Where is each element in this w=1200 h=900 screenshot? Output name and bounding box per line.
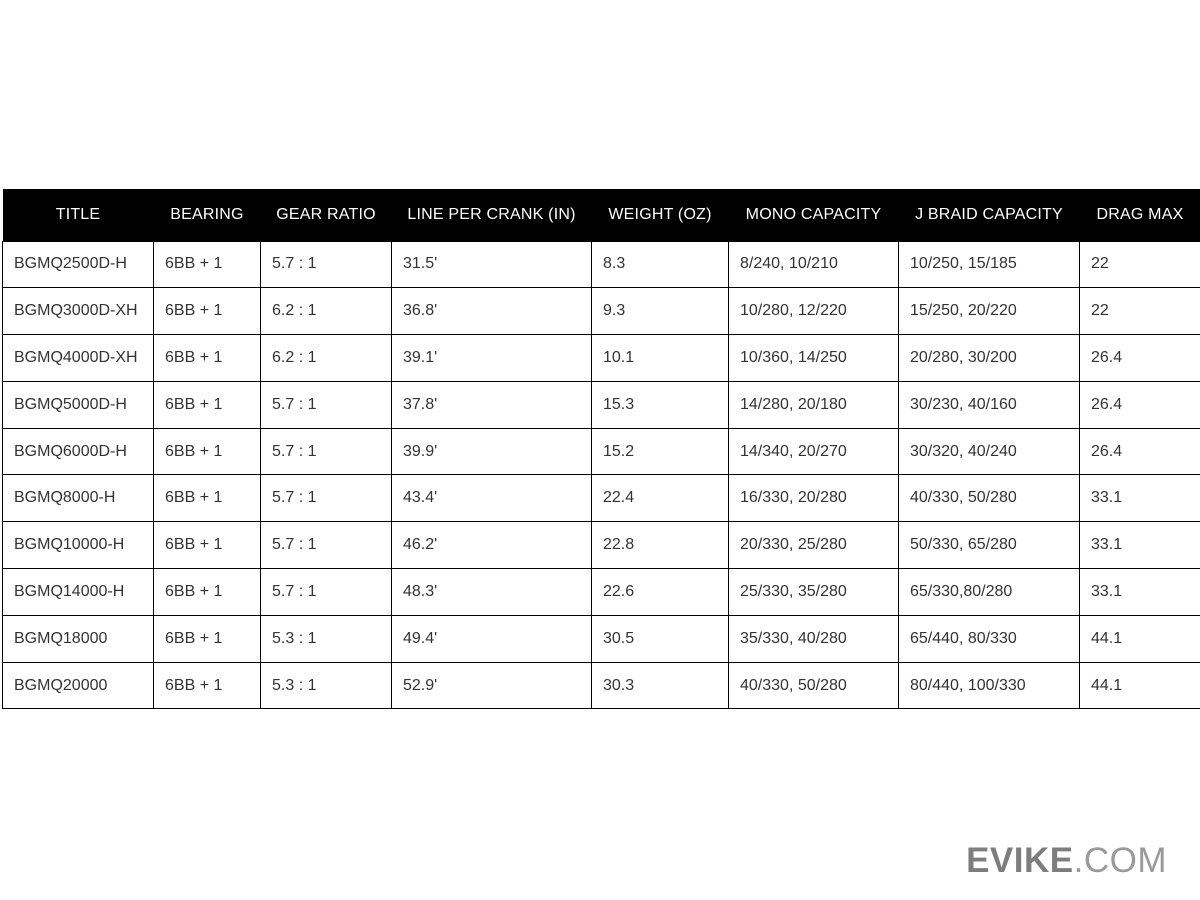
cell-bearing: 6BB + 1 [154, 662, 261, 709]
cell-drag-max: 44.1 [1080, 615, 1200, 662]
cell-mono-capacity: 16/330, 20/280 [729, 475, 899, 522]
cell-weight: 22.4 [592, 475, 729, 522]
cell-bearing: 6BB + 1 [154, 241, 261, 288]
header-braid-capacity: J BRAID CAPACITY [915, 205, 1063, 223]
cell-mono-capacity: 25/330, 35/280 [729, 569, 899, 616]
cell-line-per-crank: 39.1' [392, 335, 592, 382]
cell-line-per-crank: 31.5' [392, 241, 592, 288]
cell-gear-ratio: 5.7 : 1 [261, 381, 392, 428]
cell-gear-ratio: 6.2 : 1 [261, 288, 392, 335]
cell-braid-capacity: 65/330,80/280 [899, 569, 1080, 616]
cell-weight: 10.1 [592, 335, 729, 382]
cell-line-per-crank: 37.8' [392, 381, 592, 428]
header-gear-ratio: GEAR RATIO [276, 205, 376, 223]
cell-title: BGMQ3000D-XH [3, 288, 154, 335]
cell-weight: 8.3 [592, 241, 729, 288]
cell-weight: 22.8 [592, 522, 729, 569]
cell-weight: 30.3 [592, 662, 729, 709]
table-row [3, 381, 1200, 428]
spec-table-body [3, 241, 1200, 709]
cell-mono-capacity: 40/330, 50/280 [729, 662, 899, 709]
cell-mono-capacity: 14/280, 20/180 [729, 381, 899, 428]
cell-title: BGMQ20000 [3, 662, 154, 709]
logo-domain: .COM [1073, 841, 1167, 880]
cell-title: BGMQ8000-H [3, 475, 154, 522]
spec-table [2, 189, 1200, 709]
cell-gear-ratio: 5.3 : 1 [261, 662, 392, 709]
cell-drag-max: 22 [1080, 288, 1200, 335]
cell-title: BGMQ14000-H [3, 569, 154, 616]
cell-bearing: 6BB + 1 [154, 381, 261, 428]
table-row [3, 241, 1200, 288]
cell-gear-ratio: 5.3 : 1 [261, 615, 392, 662]
cell-drag-max: 22 [1080, 241, 1200, 288]
cell-braid-capacity: 30/320, 40/240 [899, 428, 1080, 475]
cell-braid-capacity: 15/250, 20/220 [899, 288, 1080, 335]
table-row [3, 475, 1200, 522]
cell-title: BGMQ18000 [3, 615, 154, 662]
cell-bearing: 6BB + 1 [154, 428, 261, 475]
cell-gear-ratio: 5.7 : 1 [261, 475, 392, 522]
cell-gear-ratio: 5.7 : 1 [261, 569, 392, 616]
header-bearing: BEARING [170, 205, 244, 223]
cell-drag-max: 33.1 [1080, 522, 1200, 569]
table-row [3, 288, 1200, 335]
table-row [3, 662, 1200, 709]
cell-gear-ratio: 5.7 : 1 [261, 241, 392, 288]
cell-line-per-crank: 52.9' [392, 662, 592, 709]
cell-title: BGMQ4000D-XH [3, 335, 154, 382]
cell-title: BGMQ5000D-H [3, 381, 154, 428]
table-row [3, 428, 1200, 475]
cell-bearing: 6BB + 1 [154, 288, 261, 335]
cell-gear-ratio: 5.7 : 1 [261, 428, 392, 475]
cell-braid-capacity: 65/440, 80/330 [899, 615, 1080, 662]
cell-weight: 22.6 [592, 569, 729, 616]
cell-braid-capacity: 80/440, 100/330 [899, 662, 1080, 709]
cell-title: BGMQ10000-H [3, 522, 154, 569]
table-row [3, 615, 1200, 662]
cell-line-per-crank: 43.4' [392, 475, 592, 522]
cell-gear-ratio: 6.2 : 1 [261, 335, 392, 382]
spec-table-header [3, 189, 1200, 241]
cell-mono-capacity: 8/240, 10/210 [729, 241, 899, 288]
evike-logo [966, 843, 1167, 878]
header-title: TITLE [55, 205, 101, 223]
cell-braid-capacity: 20/280, 30/200 [899, 335, 1080, 382]
cell-bearing: 6BB + 1 [154, 522, 261, 569]
cell-weight: 30.5 [592, 615, 729, 662]
cell-bearing: 6BB + 1 [154, 615, 261, 662]
cell-bearing: 6BB + 1 [154, 569, 261, 616]
cell-weight: 9.3 [592, 288, 729, 335]
cell-gear-ratio: 5.7 : 1 [261, 522, 392, 569]
cell-drag-max: 26.4 [1080, 335, 1200, 382]
cell-title: BGMQ2500D-H [3, 241, 154, 288]
logo-name: EVIKE [966, 841, 1074, 880]
table-row [3, 335, 1200, 382]
cell-mono-capacity: 20/330, 25/280 [729, 522, 899, 569]
cell-title: BGMQ6000D-H [3, 428, 154, 475]
cell-mono-capacity: 10/280, 12/220 [729, 288, 899, 335]
cell-drag-max: 44.1 [1080, 662, 1200, 709]
cell-weight: 15.2 [592, 428, 729, 475]
table-row [3, 522, 1200, 569]
cell-mono-capacity: 35/330, 40/280 [729, 615, 899, 662]
cell-weight: 15.3 [592, 381, 729, 428]
cell-line-per-crank: 46.2' [392, 522, 592, 569]
cell-line-per-crank: 39.9' [392, 428, 592, 475]
cell-braid-capacity: 50/330, 65/280 [899, 522, 1080, 569]
cell-bearing: 6BB + 1 [154, 335, 261, 382]
cell-line-per-crank: 48.3' [392, 569, 592, 616]
cell-braid-capacity: 30/230, 40/160 [899, 381, 1080, 428]
cell-line-per-crank: 36.8' [392, 288, 592, 335]
cell-line-per-crank: 49.4' [392, 615, 592, 662]
cell-drag-max: 26.4 [1080, 381, 1200, 428]
cell-drag-max: 33.1 [1080, 569, 1200, 616]
header-weight: WEIGHT (OZ) [608, 205, 712, 223]
cell-mono-capacity: 10/360, 14/250 [729, 335, 899, 382]
table-row [3, 569, 1200, 616]
cell-braid-capacity: 10/250, 15/185 [899, 241, 1080, 288]
header-row [3, 189, 1200, 241]
cell-braid-capacity: 40/330, 50/280 [899, 475, 1080, 522]
cell-bearing: 6BB + 1 [154, 475, 261, 522]
header-mono-capacity: MONO CAPACITY [745, 205, 882, 223]
cell-mono-capacity: 14/340, 20/270 [729, 428, 899, 475]
header-line-per-crank: LINE PER CRANK (IN) [407, 205, 576, 223]
cell-drag-max: 26.4 [1080, 428, 1200, 475]
header-drag-max: DRAG MAX [1096, 205, 1184, 223]
cell-drag-max: 33.1 [1080, 475, 1200, 522]
